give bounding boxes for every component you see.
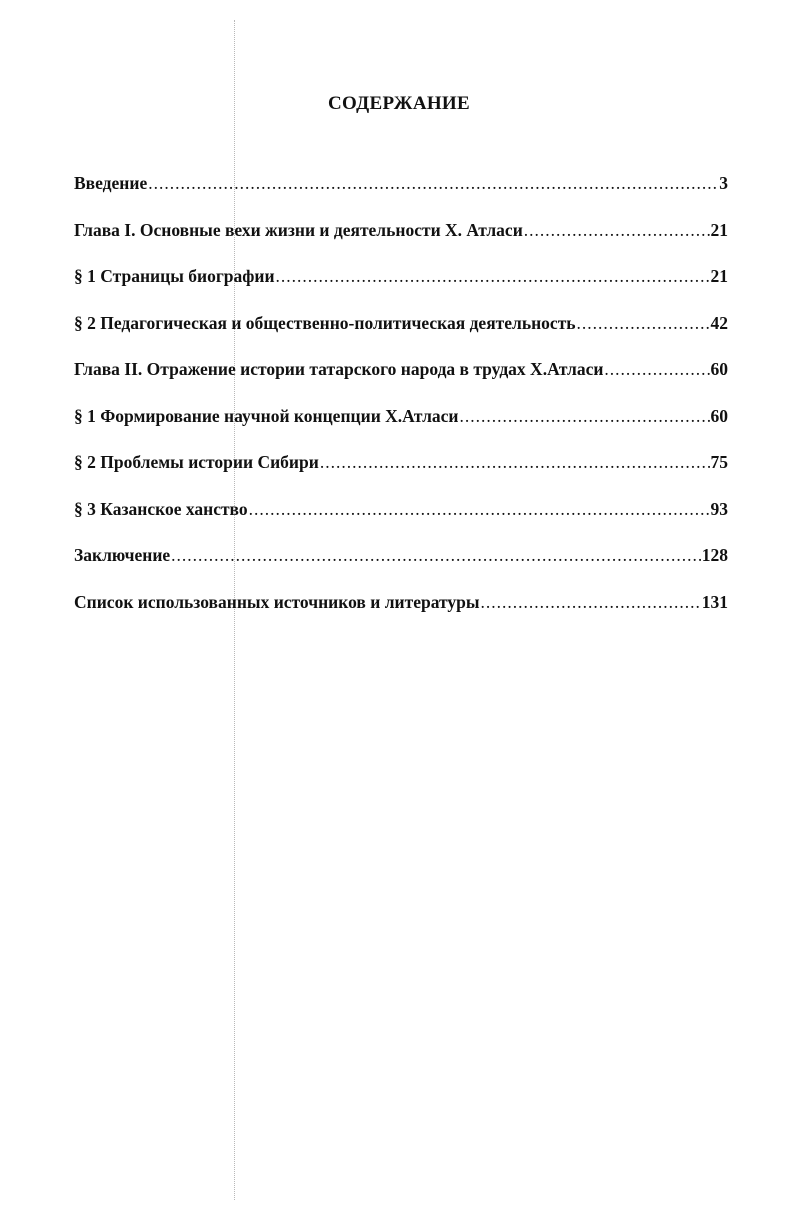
toc-page-number: 131: [701, 591, 728, 612]
dot-leader: [148, 173, 718, 194]
table-of-contents: [74, 173, 728, 638]
toc-entry-introduction: [74, 173, 728, 220]
dot-leader: [460, 406, 710, 427]
toc-entry-chapter-1: [74, 220, 728, 267]
toc-page-number: 60: [710, 359, 728, 379]
toc-page-number: 93: [710, 498, 728, 519]
dot-leader: [171, 545, 701, 566]
toc-entry-chapter-1-section-2: [74, 313, 728, 360]
dot-leader: [524, 220, 710, 241]
toc-page-number: 128: [701, 545, 728, 565]
toc-entry-text: § 3 Казанское ханство: [74, 498, 248, 519]
toc-entry-conclusion: [74, 545, 728, 592]
dot-leader: [481, 592, 701, 613]
dot-leader: [249, 499, 710, 520]
dot-leader: [276, 266, 710, 287]
toc-page-number: 21: [710, 219, 728, 240]
toc-entry-text: Список использованных источников и литературы: [74, 591, 480, 612]
toc-entry-chapter-2: [74, 359, 728, 406]
page-title: СОДЕРЖАНИЕ: [328, 92, 470, 114]
toc-entry-text: § 1 Страницы биографии: [74, 266, 275, 286]
toc-entry-text: § 1 Формирование научной концепции Х.Атласи: [74, 405, 459, 426]
toc-entry-text: Глава I. Основные вехи жизни и деятельности Х. Атласи: [74, 219, 523, 240]
toc-entry-text: Заключение: [74, 545, 171, 565]
toc-entry-bibliography: [74, 592, 728, 639]
toc-entry-chapter-1-section-1: [74, 266, 728, 313]
toc-entry-chapter-2-section-1: [74, 406, 728, 453]
toc-page-number: 3: [719, 173, 728, 193]
toc-page-number: 21: [710, 266, 728, 286]
dot-leader: [577, 313, 710, 334]
toc-page-number: 75: [710, 452, 728, 472]
toc-entry-text: Глава II. Отражение истории татарского народа в трудах Х.Атласи: [74, 359, 604, 379]
dot-leader: [604, 359, 709, 380]
toc-page-number: 42: [710, 312, 728, 333]
toc-entry-chapter-2-section-3: [74, 499, 728, 546]
toc-page-number: 60: [710, 405, 728, 426]
toc-entry-text: § 2 Педагогическая и общественно-политическая деятельность: [74, 312, 576, 333]
dot-leader: [320, 452, 710, 473]
toc-entry-text: Введение: [74, 173, 148, 193]
toc-entry-chapter-2-section-2: [74, 452, 728, 499]
toc-entry-text: § 2 Проблемы истории Сибири: [74, 452, 319, 472]
